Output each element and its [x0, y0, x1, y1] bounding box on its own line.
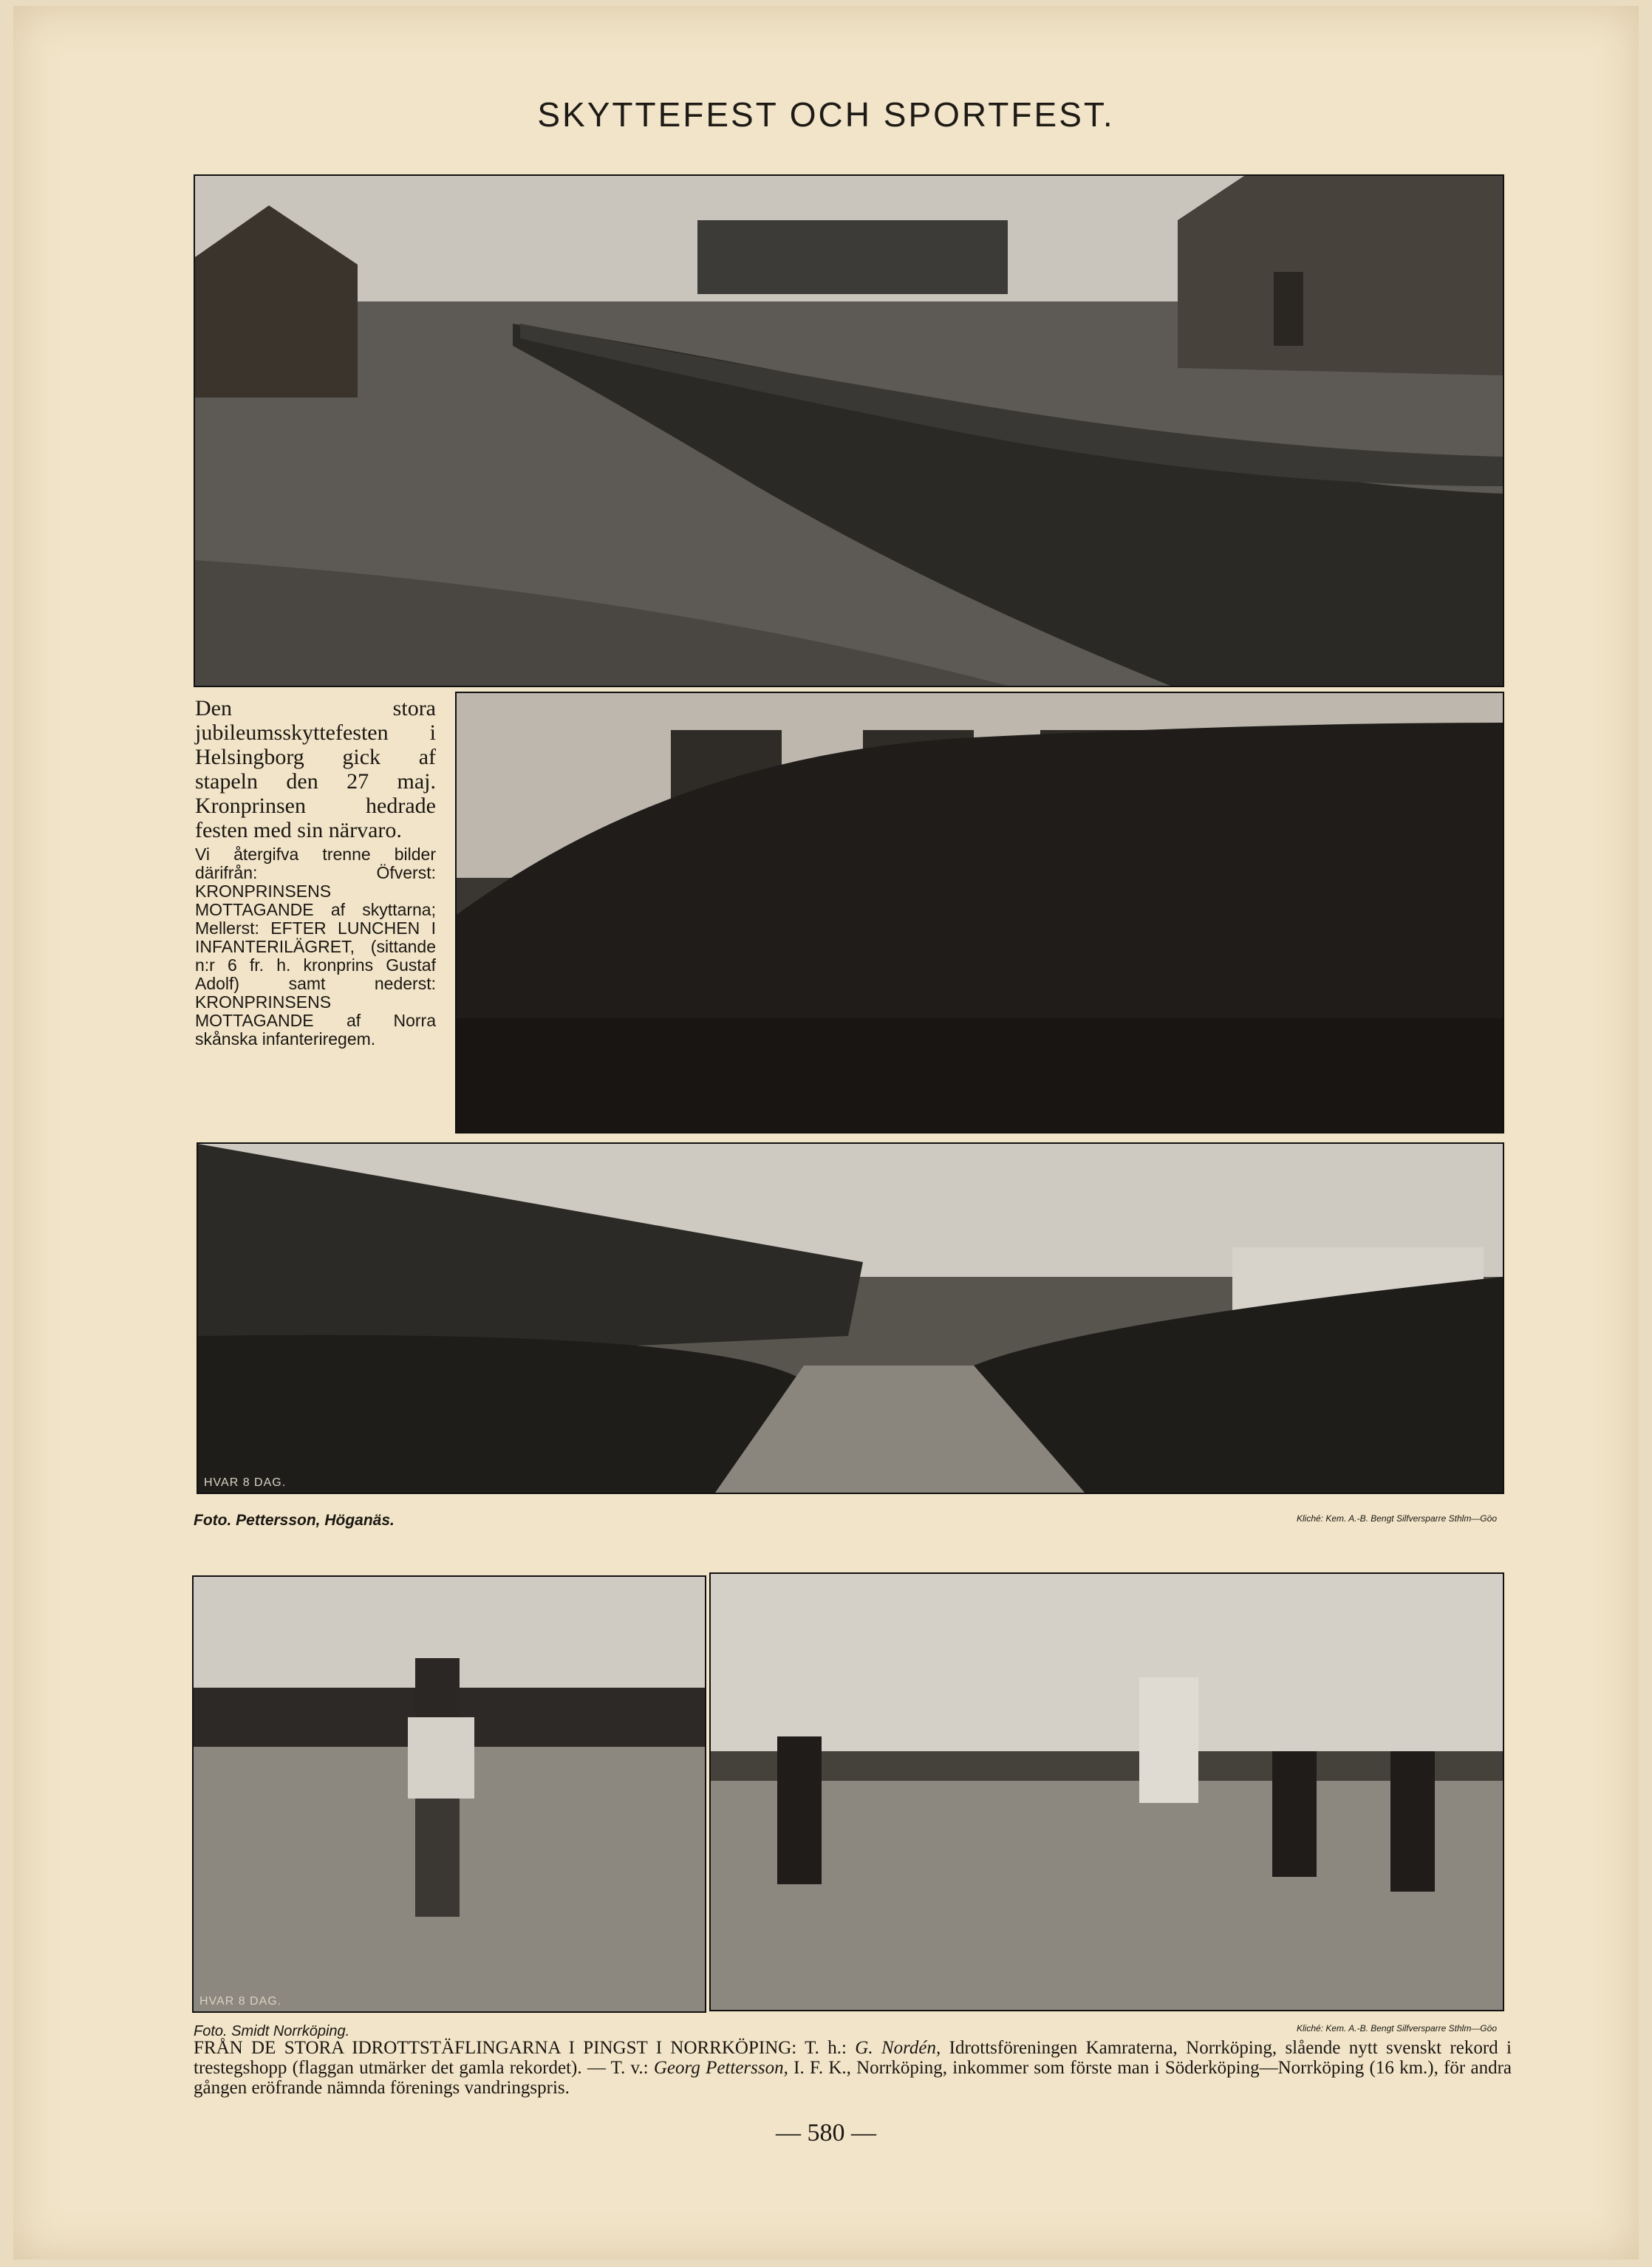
photo-runner-pettersson [192, 1575, 706, 2013]
bottom-caption-name1: G. Nordén, [855, 2038, 941, 2058]
side-caption [195, 696, 436, 1049]
watermark-1: HVAR 8 DAG. [204, 1476, 287, 1489]
photo-officers-group [455, 692, 1504, 1134]
side-caption-lead: Den stora jubileumsskyttefesten i Helsingborg gick af stapeln den 27 maj. Kronprinsen hedrade festen med sin närvaro. [195, 696, 436, 842]
photo-crowd-shooters [194, 174, 1504, 687]
bottom-caption-part3: I. F. K., Norrköping, inkommer som förste man i Söderköping—Norrköping (16 km.), för andra gången eröfrande nämnda förenings vandringspris. [194, 2058, 1512, 2098]
page-number: — 580 — [776, 2119, 876, 2147]
side-caption-detail: Vi återgifva trenne bilder därifrån: Öfverst: KRONPRINSENS MOTTAGANDE af skyttarna; Mellerst: EFTER LUNCHEN I INFANTERILÄGRET, (sittande n:r 6 fr. h. kronprins Gustaf Adolf) samt nederst: KRONPRINSENS MOTTAGANDE af Norra skånska infanteriregem. [195, 845, 436, 1049]
page-title: SKYTTEFEST OCH SPORTFEST. [537, 95, 1115, 134]
cliche-credit-2: Kliché: Kem. A.-B. Bengt Silfversparre Sthlm—Göo [1297, 2023, 1497, 2034]
photo-triple-jump-norden [709, 1572, 1504, 2011]
watermark-2: HVAR 8 DAG. [199, 1995, 282, 2008]
bottom-caption-part2: Idrottsföreningen Kamraterna, Norrköping, slående nytt svenskt rekord i trestegshopp (flaggan utmärker det gamla rekordet). — T. v.: [194, 2038, 1512, 2078]
photo-credit-pettersson: Foto. Pettersson, Höganäs. [194, 1512, 395, 1529]
photo-credit-smidt: Foto. Smidt Norrköping. [194, 2023, 350, 2039]
cliche-credit-1: Kliché: Kem. A.-B. Bengt Silfversparre Sthlm—Göo [1297, 1513, 1497, 1524]
bottom-caption-name2: Georg Pettersson, [653, 2058, 788, 2078]
bottom-caption-part1: FRÅN DE STORA IDROTTSTÄFLINGARNA I PINGST I NORRKÖPING: T. h.: [194, 2038, 856, 2058]
photo-parade-reception [197, 1142, 1504, 1494]
bottom-caption [194, 2038, 1512, 2098]
